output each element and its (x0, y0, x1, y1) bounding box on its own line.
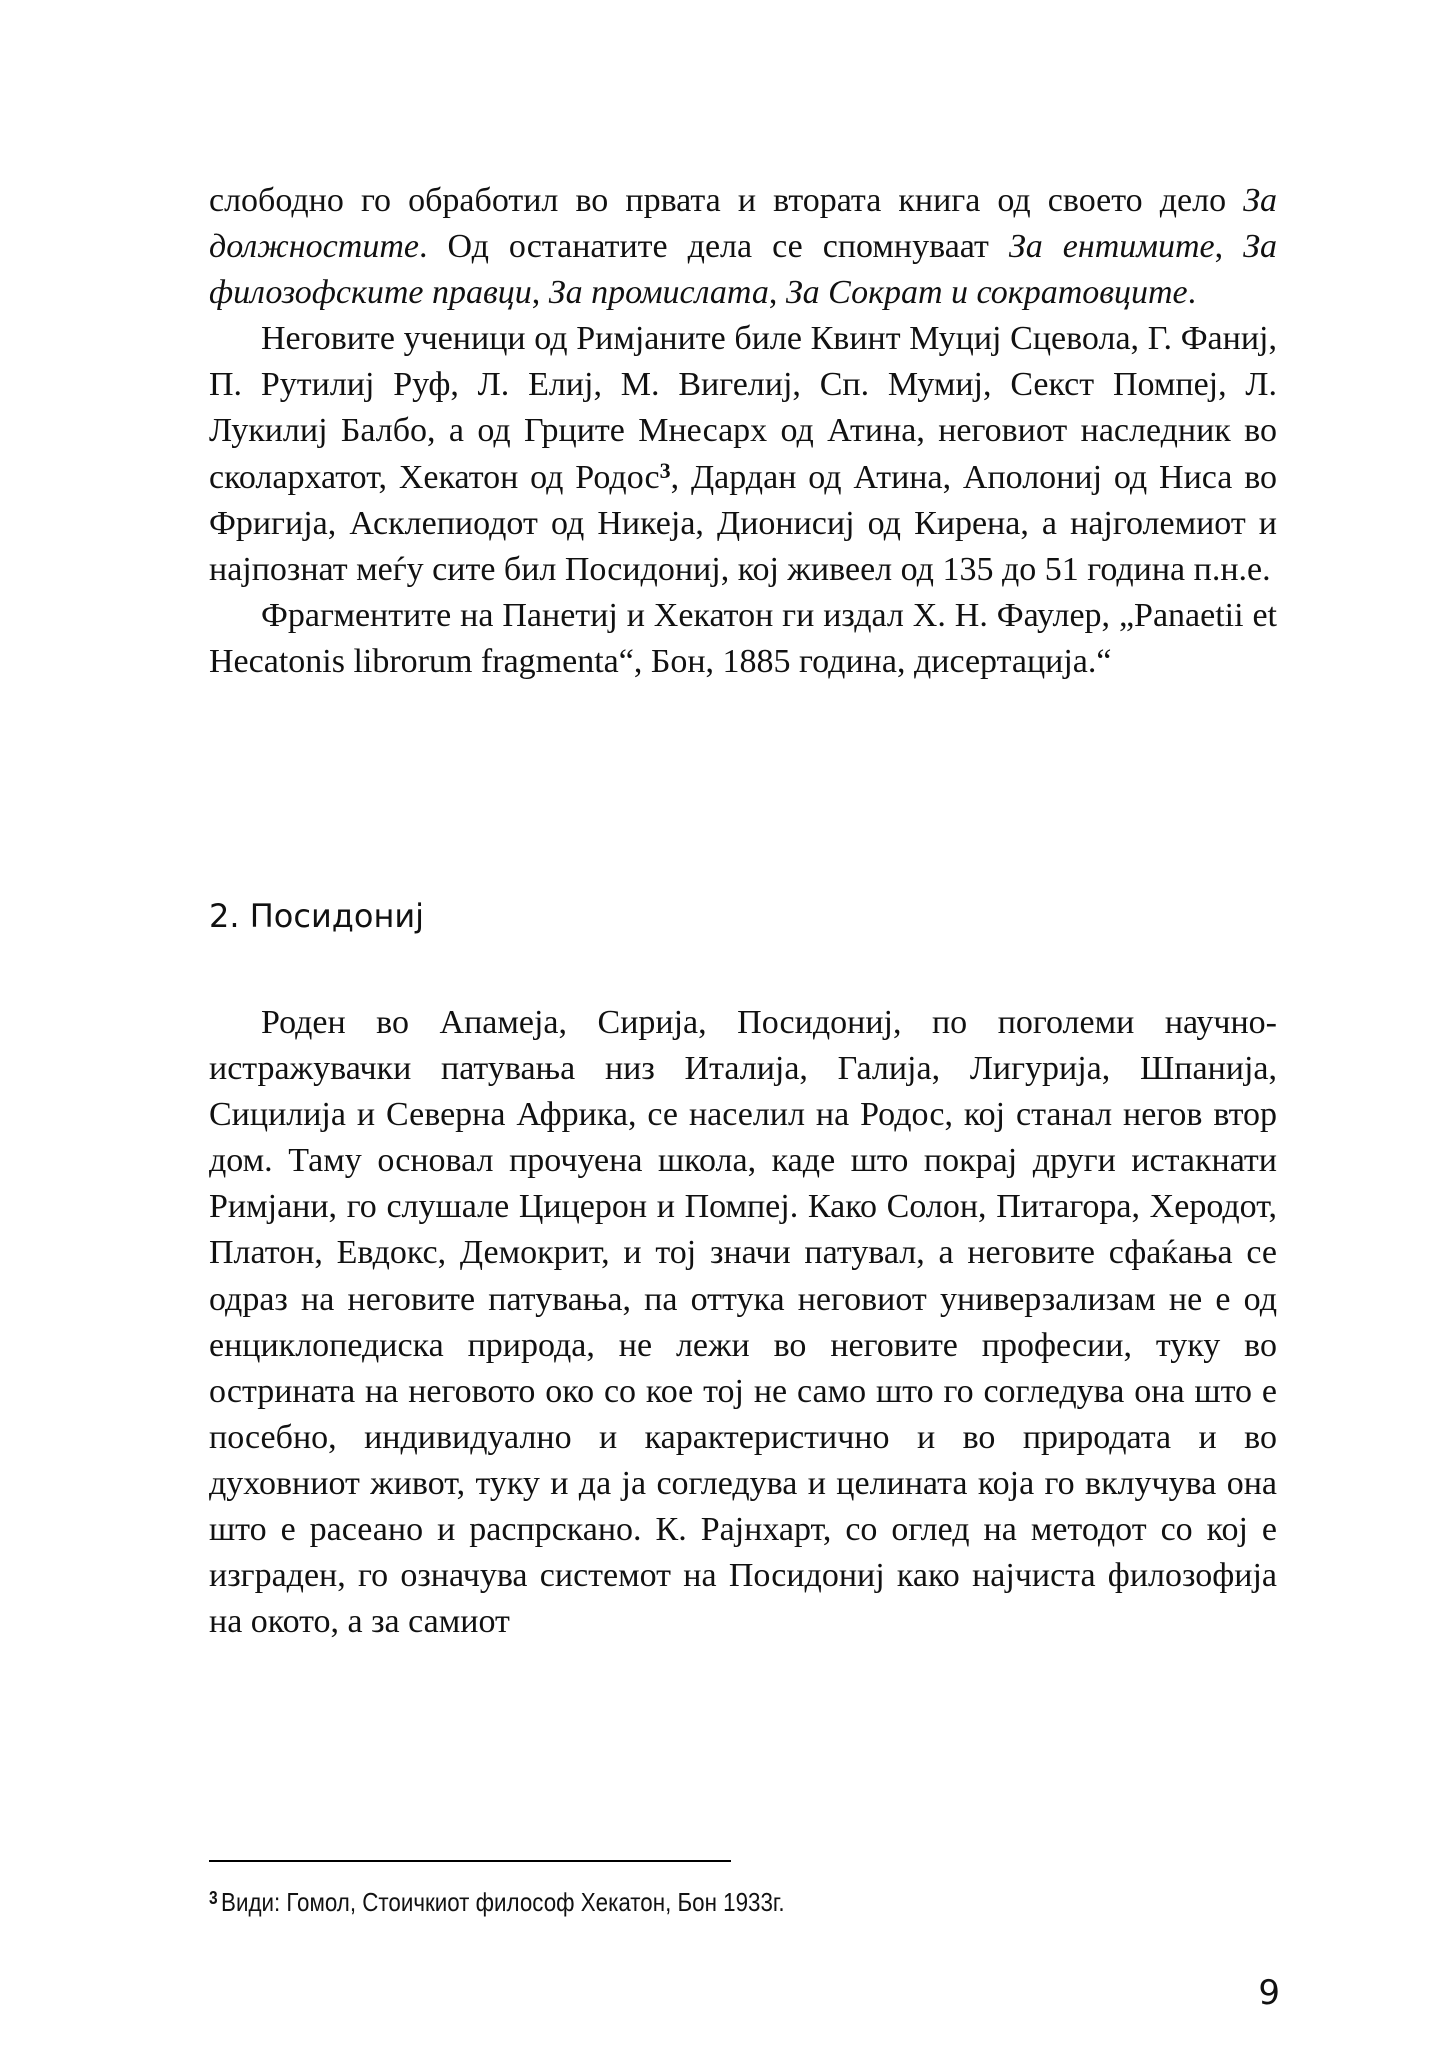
italic-title: За промислата (548, 274, 769, 312)
paragraph-continuation (209, 178, 1277, 316)
italic-title: За Сократ и сократовците (785, 274, 1188, 312)
page-number: 9 (1258, 1973, 1280, 2013)
text-block-bottom (209, 1000, 1277, 1645)
paragraph-fragments: Фрагментите на Панетиј и Хекатон ги издал Х. Н. Фаулер, „Panaetii et Hecatonis librorum fragmenta“, Бон, 1885 година, дисертација.“ (209, 596, 1277, 680)
text-run: Неговите ученици од Римјаните биле Квинт Муциј Сцевола, Г. Фаниј, П. Рутилиј Руф, Л. Елиј, М. Вигелиј, Сп. Мумиј, Секст Помпеј, Л. Лукилиј Балбо, а од Грците Мнесарх од Атина, неговиот наследник во сколархатот, Хекатон од Родос (209, 320, 1277, 496)
footnote-number: 3 (209, 1888, 218, 1908)
text-block-top (209, 178, 1277, 685)
footnote-separator (209, 1860, 731, 1862)
footnote-text: Види: Гомол, Стоичкиот философ Хекатон, Бон 1933г. (221, 1887, 785, 1917)
paragraph-posidonius: Роден во Апамеја, Сирија, Посидониј, по поголеми научно-истражувачки патувања низ Италија, Галија, Лигурија, Шпанија, Сицилија и Северна Африка, се населил на Родос, кој станал негов втор дом. Таму основал прочуена школа, каде што покрај други истакнати Римјани, го слушале Цицерон и Помпеј. Како Солон, Питагора, Херодот, Платон, Евдокс, Демокрит, и тој значи патувал, а неговите сфаќања се одраз на неговите патувања, па оттука неговиот универзализам не е од енциклопедиска природа, не лежи во неговите професии, туку во острината на неговото око со кое тој не само што го согледува она што е посебно, индивидуално и карактеристично и во природата и во духовниот живот, туку и да ја согледува и целината која го вклучува она што е расеано и распрскано. К. Рајнхарт, со оглед на методот со кој е изграден, го означува системот на Посидониј како најчиста филозофија на окото, а за самиот (209, 1004, 1277, 1641)
paragraph-students (209, 316, 1277, 593)
footnote-reference[interactable]: 3 (659, 457, 671, 483)
footnote (209, 1882, 785, 1918)
text-run: . (1187, 274, 1197, 312)
text-run: . Од останатите дела се спомнуваат (418, 228, 1009, 266)
text-run: , (1214, 228, 1244, 266)
italic-title: За филозофските правци (209, 228, 1277, 312)
italic-title: За ентимите (1008, 228, 1215, 266)
text-run: слободно го обработил во првата и втората книга од своето дело (209, 182, 1244, 219)
text-run: , (768, 274, 786, 312)
section-heading: 2. Посидониј (209, 897, 425, 935)
italic-title: За должностите (209, 182, 1277, 266)
text-run: , Дардан од Атина, Аполониј од Ниса во Фригија, Асклепиодот од Никеја, Дионисиј од Кирена, а најголемиот и најпознат меѓу сите бил Посидониј, кој живеел од 135 до 51 година п.н.е. (209, 458, 1278, 588)
text-run: , (531, 274, 549, 312)
